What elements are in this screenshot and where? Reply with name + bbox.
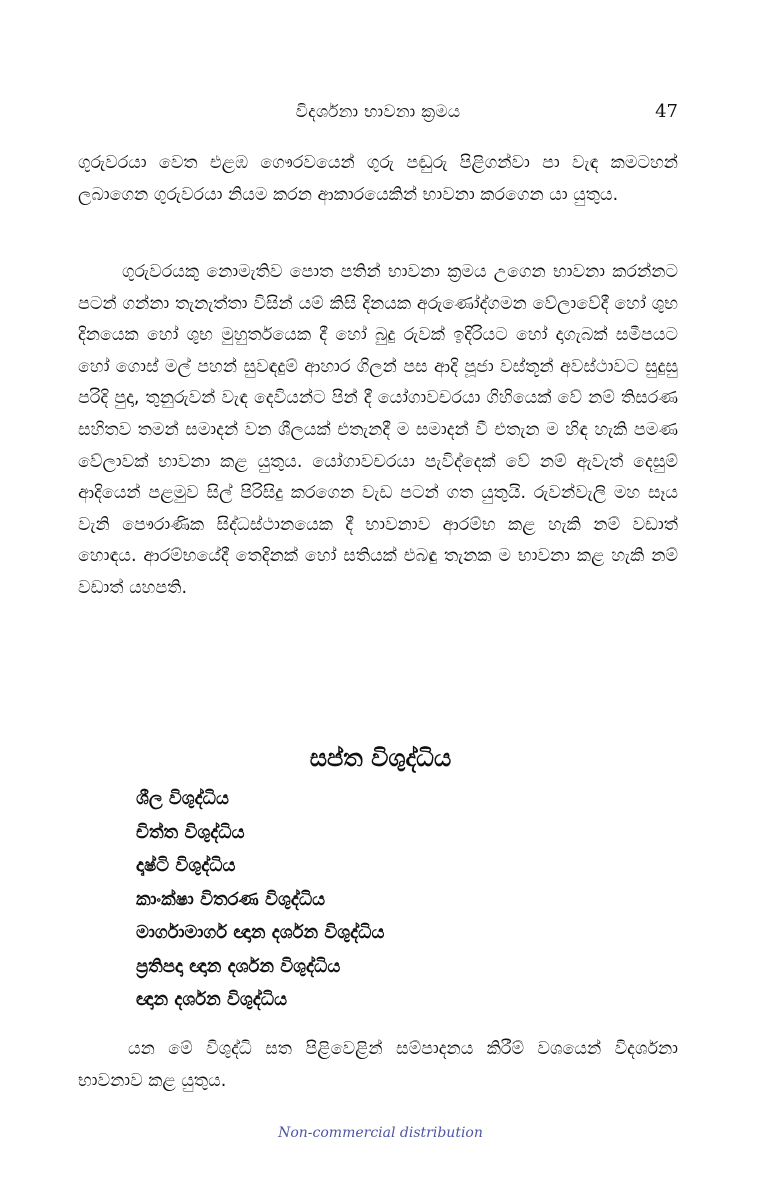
paragraph-conclusion: යන මේ විශුද්ධි සත පිළිවෙළින් සම්පාදනය කිරීම් වශයෙන් විදර්ශනා භාවනාව කළ යුතුය. — [78, 1039, 678, 1091]
purity-list-item: කාංක්ෂා විතරණ විශුද්ධිය — [136, 888, 326, 910]
purity-list-item: දෘෂ්ටි විශුද්ධිය — [136, 855, 236, 876]
page-number: 47 — [655, 101, 678, 122]
running-title: විදර්ශනා භාවනා ක්‍රමය — [295, 102, 461, 122]
running-header — [78, 97, 678, 127]
footer-note: Non-commercial distribution — [278, 1125, 483, 1141]
section-heading: සප්ත විශුද්ධිය — [309, 743, 452, 772]
purity-list-item: ශීල විශුද්ධිය — [136, 788, 229, 809]
paragraph-teacher-guidance: ගුරුවරයා වෙත එළඹ ගෞරවයෙන් ගුරු පඬුරු පිළිගන්වා පා වැඳ කමටහන් ලබාගෙන ගුරුවරයා නියම කරන ආකාරයෙකින් භාවනා කරගෙන යා යුතුය. — [78, 153, 678, 205]
purity-list-item: ඥාන දර්ශන විශුද්ධිය — [136, 989, 288, 1010]
purity-list — [136, 782, 384, 1017]
purity-list-item: ප්‍රතිපදා ඥාන දර්ශන විශුද්ධිය — [136, 955, 341, 977]
purity-list-item: මාර්ගාමාර්ග ඥාන දර්ශන විශුද්ධිය — [136, 922, 385, 943]
purity-list-item: චිත්ත විශුද්ධිය — [136, 821, 245, 843]
paragraph-self-practice: ගුරුවරයකු නොමැතිව පොත පතින් භාවනා ක්‍රමය උගෙන භාවනා කරන්නට පටන් ගන්නා තැනැත්තා විසින් යම් කිසි දිනයක අරුණෝද්ගමන වේලාවේදී හෝ ශුභ දිනයෙක හෝ ශුභ මුහුර්තයෙක දී හෝ බුදු රුවක් ඉදිරියට හෝ දාගැබක් සමීපයට හෝ ගොස් මල් පහන් සුවඳදුම් ආහාර ගිලන් පස ආදි පූජා වස්තූන් අවස්ථාවට සුදුසු පරිදි පුදා, තුනුරුවන් වැඳ දෙවියන්ට පින් දී යෝගාවචරයා ගිහියෙක් වේ නම් තිසරණ සහිතව තමන් සමාදන් වන ශීලයක් එතැනදී ම සමාදන් වී එතැන ම හිඳ හැකි පමණ වේලාවක් භාවනා කළ යුතුය. යෝගාවචරයා පැවිද්දෙක් වේ නම් ඇවැත් දෙසුම් ආදියෙන් පළමුව සිල් පිරිසිදු කරගෙන වැඩ පටන් ගත යුතුයි. රුවන්වැලි මහ සෑය වැනි පෞරාණික සිද්ධස්ථානයෙක දී භාවනාව ආරම්භ කළ හැකි නම් වඩාත් හොඳය. ආරම්භයේදී තෙදිනක් හෝ සතියක් එබඳු තැනක ම භාවනා කළ හැකි නම් වඩාත් යහපති. — [78, 262, 678, 598]
